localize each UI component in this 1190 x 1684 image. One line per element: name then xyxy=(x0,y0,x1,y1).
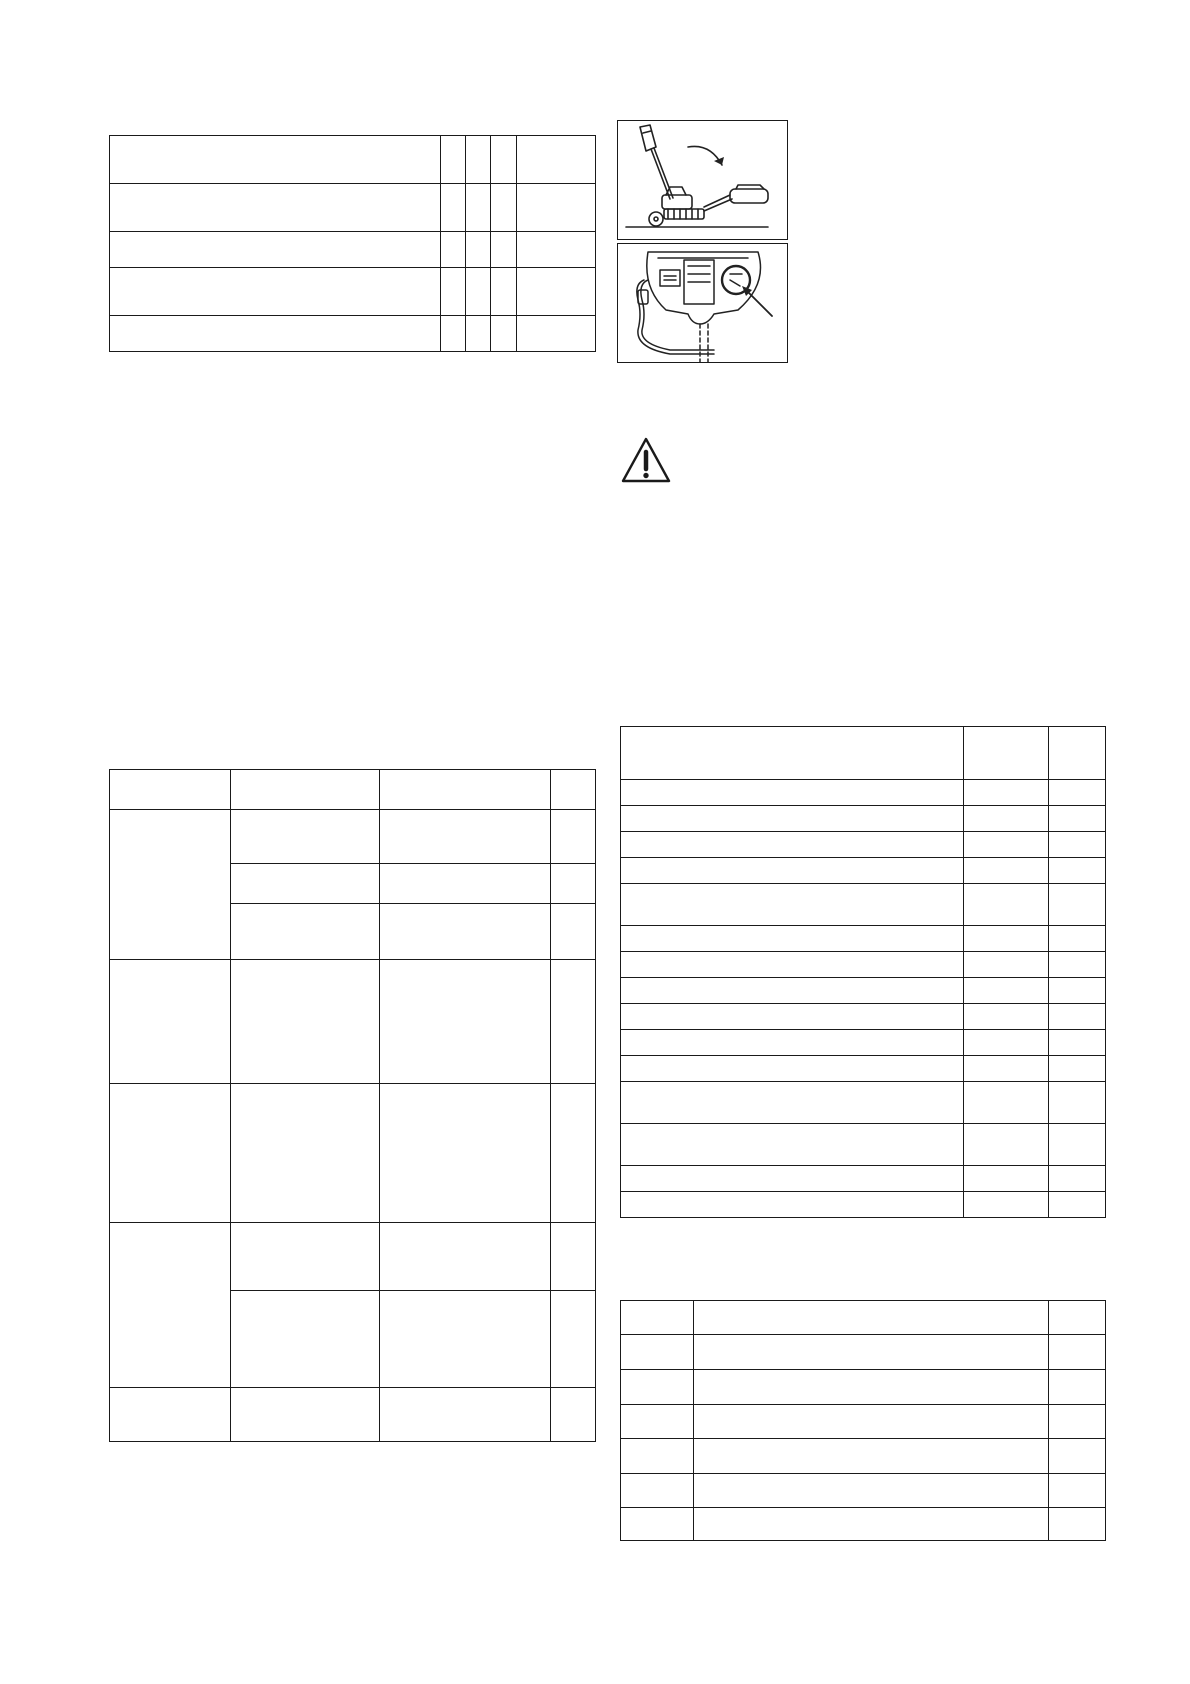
table-row xyxy=(621,1082,1106,1124)
table-row xyxy=(621,1335,1106,1370)
table-row xyxy=(110,268,596,316)
table-row xyxy=(621,1124,1106,1166)
motor-housing-detail-illustration xyxy=(618,244,787,362)
table-row xyxy=(621,1192,1106,1218)
parts-list-table xyxy=(620,726,1106,1218)
table-row xyxy=(110,232,596,268)
table-row xyxy=(110,1388,596,1442)
warning-triangle-icon xyxy=(620,436,672,484)
table-row xyxy=(110,770,596,810)
machine-tilt-figure xyxy=(617,120,788,240)
table-row xyxy=(621,1405,1106,1439)
table-row xyxy=(110,136,596,184)
floor-machine-tilt-back-illustration xyxy=(618,121,787,239)
table-row xyxy=(110,1084,596,1223)
table-row xyxy=(621,1166,1106,1192)
table-row xyxy=(621,1030,1106,1056)
table-row xyxy=(621,1004,1106,1030)
table-row xyxy=(110,1223,596,1291)
table-row xyxy=(621,780,1106,806)
table-row xyxy=(621,1056,1106,1082)
table-row xyxy=(621,806,1106,832)
troubleshooting-table xyxy=(109,769,596,1442)
table-row xyxy=(621,978,1106,1004)
table-row xyxy=(110,316,596,352)
table-row xyxy=(621,1370,1106,1405)
maintenance-schedule-table xyxy=(109,135,596,352)
table-row xyxy=(621,926,1106,952)
table-row xyxy=(621,952,1106,978)
table-row xyxy=(621,832,1106,858)
table-row xyxy=(621,727,1106,780)
table-row xyxy=(621,858,1106,884)
table-row xyxy=(621,1301,1106,1335)
accessories-table xyxy=(620,1300,1106,1541)
motor-detail-figure xyxy=(617,243,788,363)
table-row xyxy=(621,1439,1106,1474)
table-row xyxy=(621,1508,1106,1541)
table-row xyxy=(621,884,1106,926)
table-row xyxy=(110,184,596,232)
table-row xyxy=(110,960,596,1084)
table-row xyxy=(621,1474,1106,1508)
table-row xyxy=(110,810,596,864)
